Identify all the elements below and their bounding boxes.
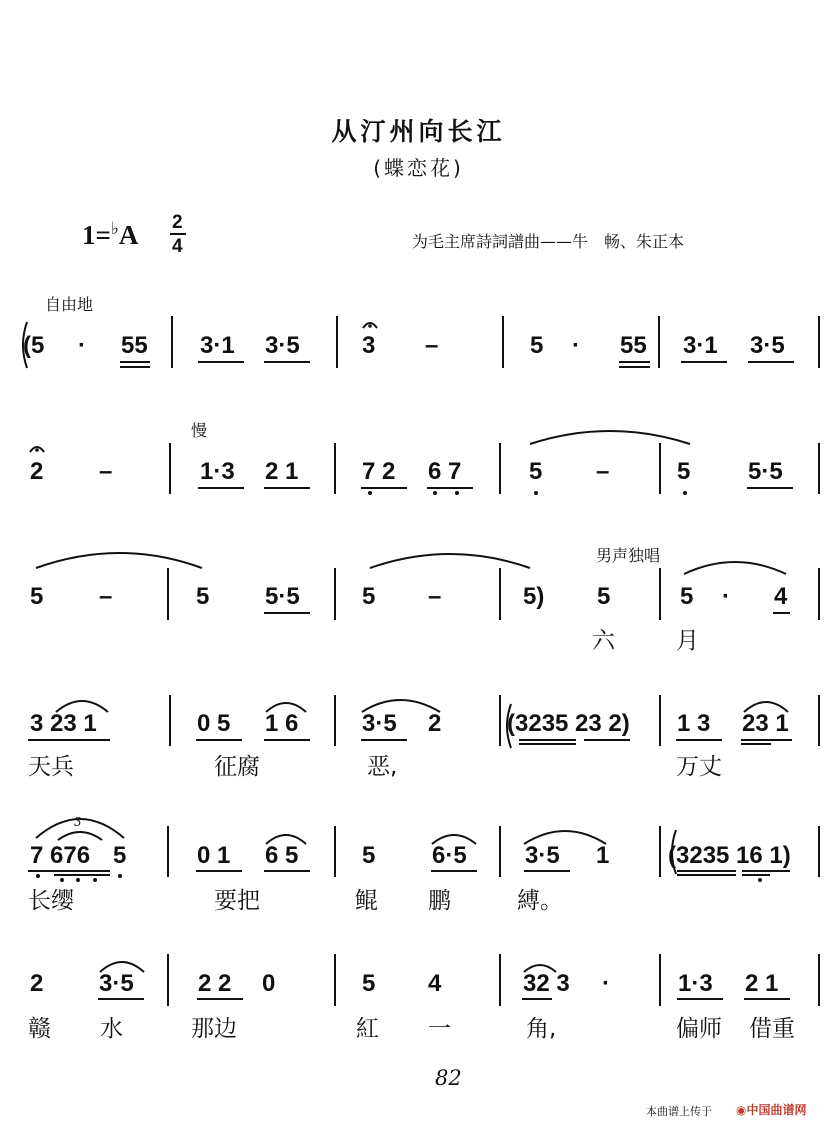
slur [58,832,102,840]
lyric: 要把 [214,888,260,914]
note: 3·5 [750,332,785,359]
note: 5 [362,583,376,610]
note: 0 1 [197,842,231,869]
slur [266,835,306,844]
note: · [78,332,86,359]
note: – [425,332,439,359]
lyric: 借重 [749,1016,795,1042]
tempo-mark-slow: 慢 [191,421,208,440]
note: 5 [30,583,44,610]
lyric: 恶, [367,754,398,780]
octave-dot [683,491,687,495]
slur [432,835,476,844]
note: 3·1 [200,332,235,359]
octave-dot [76,878,80,882]
note: 5·5 [265,583,300,610]
lyric: 鲲 [355,888,378,914]
composer-credits: 为毛主席詩詞譜曲——牛 畅、朱正本 [412,232,685,251]
song-subtitle: (蝶恋花) [373,156,464,180]
bracket [23,322,27,368]
octave-dot [118,874,122,878]
note: 7 676 [30,842,91,869]
note: · [572,332,580,359]
note: 3·5 [362,710,397,737]
slur [56,701,108,712]
note: 5 [677,458,691,485]
note: – [99,458,113,485]
slur [36,553,202,568]
logo-icon: ◉ [736,1103,747,1117]
note: 5 [529,458,543,485]
lyric: 那边 [191,1016,237,1042]
octave-dot [368,491,372,495]
lyric: 偏师 [676,1016,722,1042]
note: 5) [523,583,545,610]
note: 5 [530,332,544,359]
note: 23 1 [742,710,789,737]
note: 0 5 [197,710,231,737]
note: 55 [620,332,647,359]
fermata-dot [368,324,372,328]
note: 6·5 [432,842,467,869]
note: 55 [121,332,148,359]
note: 4 [428,970,442,997]
bracket [672,830,676,874]
lyric: 天兵 [28,754,74,780]
note: 3·5 [99,970,134,997]
note: 5·5 [748,458,783,485]
lyric: 长缨 [28,888,74,914]
note: 32 3 [523,970,570,997]
slur [362,700,440,712]
note: 4 [774,583,788,610]
note: 5 [362,842,376,869]
site-name: 中国曲谱网 [746,1103,807,1117]
lyric: 角, [526,1016,557,1042]
time-signature-bottom: 4 [172,236,183,257]
song-title: 从汀州向长江 [331,117,506,146]
note: 1 6 [265,710,299,737]
footer-text: 本曲谱上传于 [646,1105,712,1118]
octave-dot [60,878,64,882]
key-prefix: 1= [82,220,111,250]
tempo-mark-free: 自由地 [45,295,94,314]
note: 3 23 1 [30,710,97,737]
slur [100,962,144,972]
note: 5 [196,583,210,610]
page-number: 82 [435,1066,462,1090]
note: 2 1 [265,458,299,485]
octave-dot [93,878,97,882]
octave-dot [455,491,459,495]
lyric: 六 [592,628,615,654]
note: 6 7 [428,458,462,485]
note: 7 2 [362,458,396,485]
lyric: 征腐 [214,754,260,780]
octave-dot [758,878,762,882]
note: 2 [30,970,44,997]
time-signature-top: 2 [172,212,183,233]
note: 1 3 [677,710,711,737]
note: 5 [362,970,376,997]
slur [684,562,786,574]
note: – [99,583,113,610]
fermata-dot [35,448,39,452]
slur [530,431,690,444]
note: – [596,458,610,485]
octave-dot [36,874,40,878]
note: 3·5 [525,842,560,869]
flat-sign: ♭ [110,219,119,238]
note: (3235 16 1) [668,842,791,869]
note: 2 [30,458,44,485]
slur [370,554,530,568]
note: 3·1 [683,332,718,359]
note: 2 [428,710,442,737]
note: 0 [262,970,276,997]
note: (3235 23 2) [507,710,630,737]
note: 2 1 [745,970,779,997]
lyric: 月 [676,628,699,654]
note: 5 [597,583,611,610]
lyric: 水 [100,1016,123,1042]
note: 1·3 [200,458,235,485]
note: 1·3 [678,970,713,997]
note: 1 [596,842,610,869]
note: 6 5 [265,842,299,869]
note: (5 [23,332,45,359]
lyric: 一 [428,1016,451,1042]
note: · [602,970,610,997]
note: – [428,583,442,610]
note: 2 2 [198,970,232,997]
site-logo [736,1101,807,1118]
slur [524,965,556,972]
octave-dot [534,491,538,495]
note: 3·5 [265,332,300,359]
note: · [722,583,730,610]
note: 5 [680,583,694,610]
bracket [507,704,511,748]
lyric: 鹏 [428,888,451,914]
lyric: 万丈 [676,754,722,780]
lyric: 赣 [28,1016,51,1042]
male-solo-mark: 男声独唱 [596,546,661,565]
lyric: 縛。 [517,888,563,914]
triplet-mark: 3 [74,815,82,829]
note: 5 [113,842,127,869]
slur [266,703,306,712]
octave-dot [433,491,437,495]
slur [524,831,606,844]
lyric: 紅 [356,1016,379,1042]
key-note: A [118,220,139,250]
slur [744,702,788,712]
note: 3 [362,332,376,359]
